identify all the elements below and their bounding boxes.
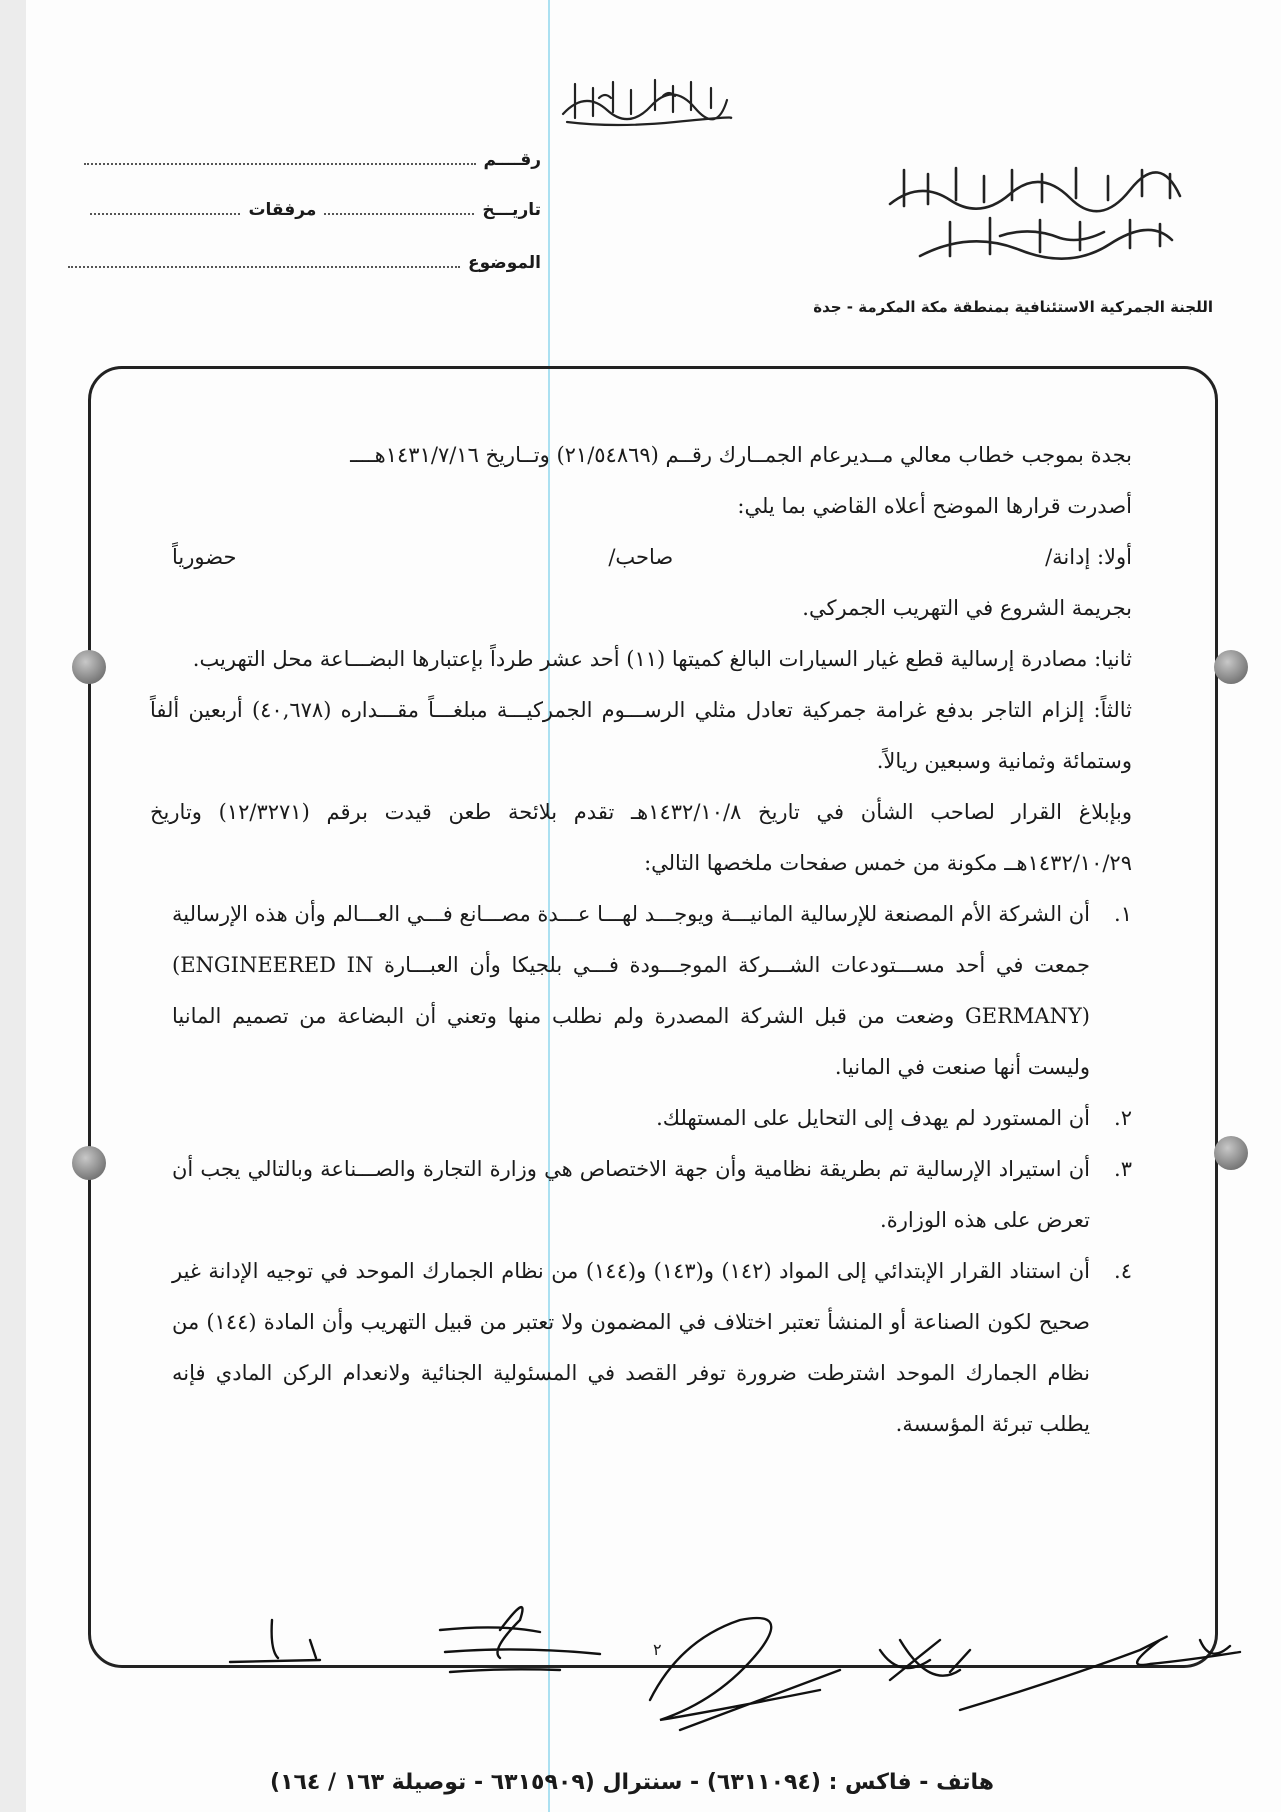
list-item-text: أن استناد القرار الإبتدائي إلى المواد (١٤٢) و(١٤٣) و(١٤٤) من نظام الجمارك الموحد في توجيه الإدانة غير صحيح لكون الصناعة أو المنشأ تعتبر اختلاف في المضمون ولا تعتبر من قبيل التهريب وأن المادة (١٤٤) من نظام الجمارك الموحد اشترطت ضرورة توفر القصد في المسئولية الجنائية ولانعدام الركن المادي فإنه يطلب تبرئة المؤسسة.	[172, 1259, 1091, 1436]
intro-line: أصدرت قرارها الموضح أعلاه القاضي بما يلي:	[737, 494, 1132, 518]
third-clause: ثالثاً: إلزام التاجر بدفع غرامة جمركية تعادل مثلي الرســـوم الجمركيـــة مبلغـــاً مقـــداره (٤٠,٦٧٨) أربعين ألفاً وستمائة وثمانية وسبعين ريالاً.	[150, 698, 1132, 773]
appeal-paragraph: وبإبلاغ القرار لصاحب الشأن في تاريخ ١٤٣٢/١٠/٨هـ تقدم بلائحة طعن قيدت برقم (١٢/٣٢٧١) وتاريخ ١٤٣٢/١٠/٢٩هــ مكونة من خمس صفحات ملخصها التالي:	[150, 800, 1132, 875]
date-label: تاريـــخ	[482, 200, 541, 220]
page-number: ٢	[653, 1640, 662, 1659]
subject-row	[60, 253, 541, 273]
list-item-number: ٢.	[1114, 1106, 1132, 1130]
second-clause: ثانيا: مصادرة إرسالية قطع غيار السيارات البالغ كميتها (١١) أحد عشر طرداً بإعتبارها البضـــاعة محل التهريب.	[192, 647, 1132, 671]
latin-phrase: (ENGINEERED IN GERMANY)	[172, 953, 1090, 1028]
number-label: رقــــم	[483, 150, 541, 170]
signature-2	[440, 1607, 600, 1672]
page-edge	[0, 0, 26, 1812]
attachments-label: مرفقات	[248, 200, 317, 220]
committee-name: اللجنة الجمركية الاستئنافية بمنطقة مكة المكرمة - جدة	[813, 298, 1213, 316]
contact-footer: هاتف - فاكس : (٦٣١١٠٩٤) - سنترال (٦٣١٥٩٠٩ - توصيلة ١٦٣ / ١٦٤)	[270, 1770, 995, 1795]
punch-hole	[72, 650, 106, 684]
signature-4	[880, 1640, 970, 1680]
list-item	[150, 1246, 1132, 1450]
first-clause-presence: حضورياً	[172, 545, 237, 569]
date-row	[82, 200, 541, 220]
ministry-calligraphy-logo	[880, 160, 1190, 270]
list-item-number: ٣.	[1114, 1157, 1132, 1181]
first-clause-owner: صاحب/	[608, 545, 674, 569]
list-item-number: ١.	[1114, 902, 1132, 926]
punch-hole	[1214, 650, 1248, 684]
list-item-text: أن استيراد الإرسالية تم بطريقة نظامية وأن جهة الاختصاص هي وزارة التجارة والصـــناعة وبالتالي يجب أن تعرض على هذه الوزارة.	[172, 1157, 1090, 1232]
decision-body	[150, 430, 1132, 1450]
signature-1	[230, 1620, 320, 1662]
first-clause-crime: بجريمة الشروع في التهريب الجمركي.	[802, 596, 1132, 620]
attachments-blank	[90, 213, 240, 215]
signature-5	[960, 1637, 1240, 1710]
punch-hole	[1214, 1136, 1248, 1170]
subject-label: الموضوع	[468, 253, 541, 273]
list-item-text: أن المستورد لم يهدف إلى التحايل على المستهلك.	[656, 1106, 1090, 1130]
punch-hole	[72, 1146, 106, 1180]
list-item	[150, 1093, 1132, 1144]
appeal-points	[150, 889, 1132, 1450]
first-clause-conviction: أولا: إدانة/	[1045, 545, 1132, 569]
list-item-text: أن الشركة الأم المصنعة للإرسالية المانيـــة ويوجـــد لهـــا عـــدة مصـــانع فـــي العـــالم وأن هذه الإرسالية جمعت في أحد مســـتودعات الشـــركة الموجـــودة فـــي بلجيكا وأن العبـــارة (ENGINEERED IN GERMANY) وضعت من قبل الشركة المصدرة ولم نطلب منها وتعني أن البضاعة من تصميم المانيا وليست أنها صنعت في المانيا.	[172, 902, 1091, 1079]
number-row	[76, 150, 542, 170]
number-blank	[84, 163, 476, 165]
first-clause	[172, 532, 1132, 583]
signatures	[200, 1580, 1250, 1740]
list-item-number: ٤.	[1114, 1259, 1132, 1283]
list-item	[150, 1144, 1132, 1246]
subject-blank	[68, 266, 460, 268]
signature-3	[650, 1618, 840, 1730]
date-blank	[324, 213, 474, 215]
list-item	[150, 889, 1132, 1093]
intro-line: بجدة بموجب خطاب معالي مــديرعام الجمــارك رقــم (٢١/٥٤٨٦٩) وتــاريخ ١٤٣١/٧/١٦هــــ	[350, 443, 1132, 467]
basmala-calligraphy	[555, 70, 735, 130]
